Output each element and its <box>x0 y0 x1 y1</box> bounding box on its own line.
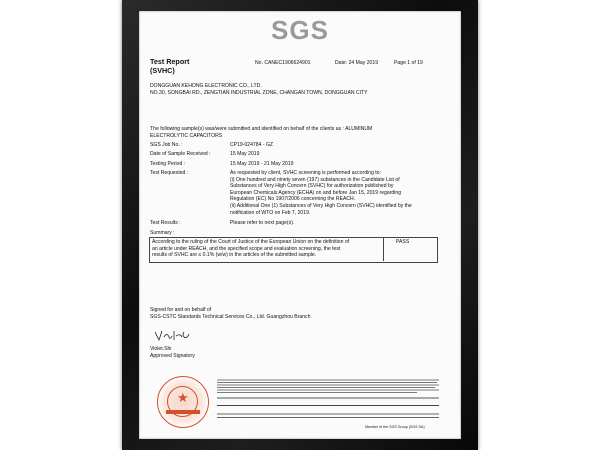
signatory-name: Violet.Shi <box>150 346 172 352</box>
requested-line: European Chemicals Agency (ECHA) on and before Jan 15, 2019 regarding <box>230 189 402 196</box>
summary-label: Summary : <box>150 230 175 236</box>
received-value: 15 May 2019 <box>230 151 260 157</box>
official-seal: ★ <box>157 376 209 428</box>
results-value: Please refer to next page(s). <box>230 220 295 226</box>
sgs-member-note: Member of the SGS Group (SGS SA) <box>365 425 425 429</box>
signatory-role: Approved Signatory <box>150 352 195 359</box>
report-date: Date: 24 May 2019 <box>335 60 379 66</box>
requested-line: As requested by client, SVHC screening is performed according to: <box>230 170 381 176</box>
summary-text: According to the ruling of the Court of Justice of the European Union on the definition of <box>152 239 350 245</box>
summary-divider <box>383 237 384 261</box>
requested-line: (i) One hundred and ninety seven (197) substances in the Candidate List of <box>230 176 400 183</box>
results-label: Test Results : <box>150 220 181 226</box>
summary-text: an article under REACH, and the specified scope and evaluation screening, the test <box>152 245 341 252</box>
client-address: NO.30, SONGBAI RD., ZENGTIAN INDUSTRIAL ZONE, CHANGAN TOWN, DONGGUAN CITY <box>150 89 368 96</box>
requested-line: notification of WTO on Feb 7, 2019. <box>230 209 311 216</box>
footer-contact <box>217 407 439 415</box>
job-no-value: CP19-024784 - GZ <box>230 142 274 148</box>
summary-text: results of SVHC are ≤ 0.1% (w/w) in the articles of the submitted sample. <box>152 252 317 259</box>
signoff-company: SGS-CSTC Standards Technical Services Co., Ltd. Guangzhou Branch <box>150 313 311 320</box>
certificate-page <box>139 11 461 439</box>
signature <box>153 329 193 343</box>
sample-intro: The following sample(s) was/were submitted and identified on behalf of the clients as : ALUMINUM <box>150 126 373 132</box>
period-value: 15 May 2019 - 21 May 2019 <box>230 161 294 167</box>
requested-line: Substances of Very High Concern (SVHC) for authorization published by <box>230 183 394 190</box>
sgs-logo: SGS <box>271 15 329 45</box>
report-subtitle: (SVHC) <box>150 66 175 75</box>
period-label: Testing Period : <box>150 161 186 167</box>
footer-divider <box>217 405 439 406</box>
report-title: Test Report <box>150 57 190 66</box>
received-label: Date of Sample Received : <box>150 151 211 157</box>
sample-name: ELECTROLYTIC CAPACITORS <box>150 132 223 139</box>
requested-line: Regulation (EC) No 1907/2006 concerning the REACH. <box>230 196 356 203</box>
requested-label: Test Requested : <box>150 170 189 176</box>
signoff-line: Signed for and on behalf of <box>150 307 212 313</box>
report-number: No. CANEC1906624901 <box>255 60 311 66</box>
page-number: Page 1 of 19 <box>394 60 423 66</box>
requested-line: (ii) Additional One (1) Substances of Very High Concern (SVHC) identified by the <box>230 203 412 209</box>
client-name: DONGGUAN KEHONG ELECTRONIC CO., LTD. <box>150 83 262 89</box>
footer-fine-print <box>217 379 439 401</box>
job-no-label: SGS Job No. : <box>150 142 183 148</box>
summary-result: PASS <box>396 239 410 245</box>
